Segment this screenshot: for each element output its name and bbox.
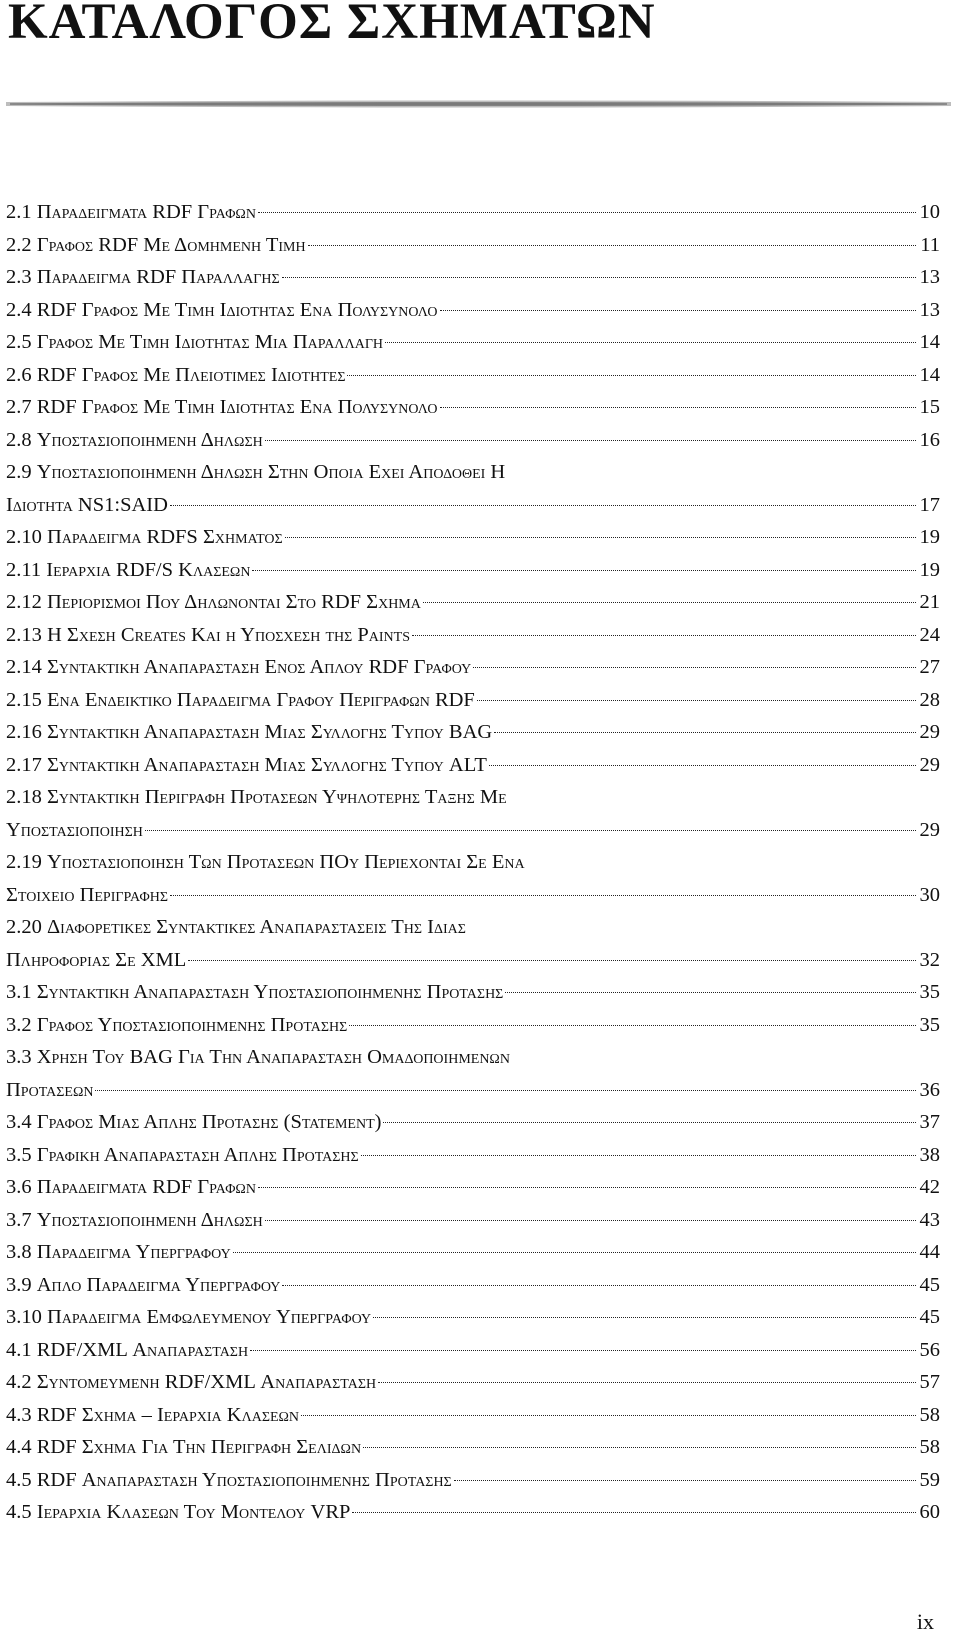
toc-entry[interactable]	[6, 326, 940, 359]
toc-entry-page: 30	[919, 883, 940, 906]
toc-entry-number: 3.9	[6, 1273, 32, 1296]
toc-entry[interactable]	[6, 391, 940, 424]
toc-entry-number: 2.10	[6, 526, 42, 548]
toc-entry[interactable]	[6, 1334, 940, 1367]
toc-entry-text: Ιεραρχια RDF/S Κλασεων	[46, 558, 251, 581]
toc-entry-text: Παραδειγματα RDF Γραφων	[36, 1176, 256, 1198]
toc-entry-text: Συντακτικη Αναπαρασταση Μιας Συλλογης Τυπου ALT	[47, 753, 487, 776]
toc-entry-page: 35	[919, 1013, 940, 1036]
toc-entry-label	[6, 229, 306, 262]
toc-entry[interactable]	[6, 1204, 940, 1237]
toc-entry-number: 3.10	[6, 1306, 42, 1328]
toc-entry-page: 11	[920, 233, 940, 256]
toc-entry-number: 2.8	[6, 428, 32, 451]
toc-entry-label	[6, 554, 250, 587]
toc-entry-label	[6, 586, 421, 619]
toc-entry-text: RDF Σχημα Για Την Περιγραφη Σελιδων	[36, 1436, 362, 1458]
toc-entry-text: Συντακτικη Αναπαρασταση Μιας Συλλογης Τυπου BAG	[47, 721, 493, 743]
toc-entry-page: 29	[919, 818, 940, 841]
toc-entry-page: 14	[919, 363, 940, 386]
toc-entry[interactable]	[6, 879, 940, 912]
toc-entry-text: Απλο Παραδειγμα Υπεργραφου	[36, 1273, 281, 1296]
toc-entry-label	[6, 326, 383, 359]
toc-entry-number: 2.14	[6, 656, 42, 678]
toc-entry-number: 2.4	[6, 298, 32, 321]
toc-entry-page: 13	[919, 266, 940, 288]
decorative-rule	[6, 96, 951, 112]
toc-entry-number: 4.5	[6, 1468, 32, 1491]
toc-entry-number: 3.4	[6, 1111, 32, 1133]
toc-entry-text: RDF Γραφος Με Πλειοτιμες Ιδιοτητες	[36, 363, 346, 386]
dot-leader	[265, 1220, 916, 1221]
toc-entry-label	[6, 1139, 359, 1172]
toc-entry-label	[6, 879, 168, 912]
toc-entry-text: RDF/XML Αναπαρασταση	[36, 1338, 249, 1361]
toc-entry-text: Γραφος RDF Με Δομημενη Τιμη	[36, 233, 306, 256]
toc-entry-page: 44	[919, 1241, 940, 1263]
dot-leader	[349, 1025, 915, 1026]
toc-entry[interactable]	[6, 1041, 940, 1074]
toc-entry-number: 2.20	[6, 916, 42, 938]
dot-leader	[440, 407, 916, 408]
toc-entry-text: Υποστασιοποιηση Των Προτασεων ΠΟυ Περιεχονται Σε Ενα	[47, 851, 525, 873]
toc-entry[interactable]	[6, 684, 940, 717]
toc-entry[interactable]	[6, 1171, 940, 1204]
toc-entry-number: 3.8	[6, 1241, 32, 1263]
dot-leader	[285, 537, 916, 538]
toc-entry[interactable]	[6, 1074, 940, 1107]
toc-entry[interactable]	[6, 749, 940, 782]
toc-entry[interactable]	[6, 1399, 940, 1432]
toc-entry[interactable]	[6, 944, 940, 977]
toc-entry-text: Ιδιοτητα NS1:SAID	[6, 493, 168, 516]
toc-entry-page: 13	[919, 298, 940, 321]
toc-entry-text: Γραφος Με Τιμη Ιδιοτητας Μια Παραλλαγη	[36, 331, 384, 353]
toc-entry-label	[6, 1269, 280, 1302]
toc-entry-label	[6, 1431, 361, 1464]
toc-entry-number: 4.2	[6, 1371, 32, 1393]
toc-entry-page: 38	[919, 1143, 940, 1166]
dot-leader	[301, 1415, 915, 1416]
toc-entry-text: RDF Γραφος Με Τιμη Ιδιοτητας Ενα Πολυσυνολο	[36, 396, 438, 418]
dot-leader	[373, 1317, 915, 1318]
dot-leader	[383, 1122, 915, 1123]
toc-entry-page: 58	[919, 1436, 940, 1458]
toc-entry[interactable]	[6, 1431, 940, 1464]
toc-entry-page: 45	[919, 1273, 940, 1296]
toc-entry-text: Διαφορετικες Συντακτικες Αναπαραστασεις Της Ιδιας	[47, 916, 466, 938]
toc-entry[interactable]	[6, 781, 940, 814]
toc-entry-label	[6, 684, 475, 717]
toc-entry-number: 2.9	[6, 461, 32, 483]
toc-entry-page: 29	[919, 721, 940, 743]
toc-entry-number: 2.16	[6, 721, 42, 743]
toc-entry-number: 2.7	[6, 396, 32, 418]
toc-entry-label	[6, 1464, 452, 1497]
toc-entry-label	[6, 1106, 381, 1139]
toc-entry-label	[6, 294, 438, 327]
toc-entry[interactable]	[6, 911, 940, 944]
toc-entry-text: Γραφικη Αναπαρασταση Απλης Προτασης	[36, 1143, 359, 1166]
toc-entry-label	[6, 391, 438, 424]
dot-leader	[170, 505, 916, 506]
toc-entry-label	[6, 749, 487, 782]
dot-leader	[477, 700, 916, 701]
dot-leader	[378, 1382, 915, 1383]
toc-entry-number: 3.1	[6, 981, 32, 1003]
dot-leader	[473, 667, 915, 668]
toc-entry-label	[6, 461, 505, 483]
dot-leader	[363, 1447, 915, 1448]
dot-leader	[233, 1252, 916, 1253]
dot-leader	[282, 277, 916, 278]
toc-entry[interactable]	[6, 586, 940, 619]
toc-entry-page: 24	[919, 623, 940, 646]
toc-entry-number: 2.19	[6, 851, 42, 873]
toc-entry-page: 42	[919, 1176, 940, 1198]
toc-entry-number: 4.4	[6, 1436, 32, 1458]
toc-entry[interactable]	[6, 359, 940, 392]
table-of-figures	[6, 196, 940, 1529]
toc-entry-number: 4.5	[6, 1501, 32, 1523]
toc-entry-label	[6, 944, 186, 977]
dot-leader	[412, 635, 916, 636]
toc-entry-page: 56	[919, 1338, 940, 1361]
toc-entry-page: 45	[919, 1306, 940, 1328]
toc-entry-page: 21	[919, 591, 940, 613]
toc-entry-page: 15	[919, 396, 940, 418]
toc-entry-page: 27	[919, 656, 940, 678]
toc-entry-label	[6, 976, 503, 1009]
toc-entry[interactable]	[6, 1106, 940, 1139]
dot-leader	[494, 732, 915, 733]
dot-leader	[423, 602, 916, 603]
toc-entry-label	[6, 1366, 376, 1399]
toc-entry[interactable]	[6, 814, 940, 847]
toc-entry[interactable]	[6, 976, 940, 1009]
toc-entry-number: 3.2	[6, 1013, 32, 1036]
toc-entry[interactable]	[6, 1236, 940, 1269]
toc-entry-text: Παραδειγματα RDF Γραφων	[36, 201, 256, 223]
dot-leader	[95, 1090, 915, 1091]
toc-entry-text: Στοιχειο Περιγραφης	[6, 883, 169, 906]
toc-entry-text: Υποστασιοποιηση	[6, 818, 143, 841]
dot-leader	[308, 245, 917, 246]
toc-entry-page: 37	[919, 1111, 940, 1133]
toc-entry-page: 60	[919, 1501, 940, 1523]
toc-entry[interactable]	[6, 456, 940, 489]
toc-entry-text: RDF Γραφος Με Τιμη Ιδιοτητας Ενα Πολυσυνολο	[36, 298, 438, 321]
toc-entry-label	[6, 1236, 231, 1269]
toc-entry-page: 19	[919, 558, 940, 581]
toc-entry-label	[6, 619, 410, 652]
dot-leader	[385, 342, 915, 343]
toc-entry-text: Πληροφοριας Σε XML	[6, 948, 187, 971]
toc-entry-text: RDF Σχημα – Ιεραρχια Κλασεων	[36, 1403, 300, 1426]
toc-entry-text: Υποστασιοποιημενη Δηλωση	[36, 1208, 263, 1231]
toc-entry-number: 2.6	[6, 363, 32, 386]
toc-entry-label	[6, 424, 263, 457]
toc-entry-label	[6, 1496, 350, 1529]
dot-leader	[252, 570, 915, 571]
dot-leader	[265, 440, 916, 441]
toc-entry-number: 3.6	[6, 1176, 32, 1198]
toc-entry[interactable]	[6, 424, 940, 457]
dot-leader	[250, 1350, 915, 1351]
toc-entry-number: 4.1	[6, 1338, 32, 1361]
toc-entry-label	[6, 916, 466, 938]
toc-entry-page: 35	[919, 981, 940, 1003]
toc-entry[interactable]	[6, 1269, 940, 1302]
dot-leader	[170, 895, 915, 896]
toc-entry-label	[6, 1171, 256, 1204]
toc-entry-label	[6, 489, 168, 522]
toc-entry-page: 59	[919, 1468, 940, 1491]
toc-entry-label	[6, 651, 471, 684]
toc-entry-page: 14	[919, 331, 940, 353]
toc-entry-number: 2.2	[6, 233, 32, 256]
toc-entry[interactable]	[6, 554, 940, 587]
toc-entry-text: Συντομευμενη RDF/XML Αναπαρασταση	[36, 1371, 377, 1393]
toc-entry-number: 2.15	[6, 688, 42, 711]
toc-entry[interactable]	[6, 521, 940, 554]
toc-entry[interactable]	[6, 1139, 940, 1172]
toc-entry-number: 2.3	[6, 266, 32, 288]
dot-leader	[352, 1512, 915, 1513]
toc-entry-text: Προτασεων	[6, 1078, 94, 1101]
toc-entry-page: 29	[919, 753, 940, 776]
toc-entry-number: 2.1	[6, 201, 32, 223]
toc-entry-label	[6, 1334, 248, 1367]
toc-entry-page: 36	[919, 1078, 940, 1101]
toc-entry-text: Παραδειγμα RDF Παραλλαγης	[36, 266, 280, 288]
toc-entry-text: Γραφος Μιας Απλης Προτασης (Statement)	[36, 1111, 382, 1133]
toc-entry[interactable]	[6, 196, 940, 229]
toc-entry[interactable]	[6, 619, 940, 652]
toc-entry-label	[6, 716, 492, 749]
toc-entry-page: 43	[919, 1208, 940, 1231]
toc-entry-text: Γραφος Υποστασιοποιημενης Προτασης	[36, 1013, 348, 1036]
toc-entry-label	[6, 1074, 93, 1107]
toc-entry-text: Παραδειγμα Εμφωλευμενου Υπεργραφου	[47, 1306, 372, 1328]
toc-entry-text: Χρηση Του BAG Για Την Αναπαρασταση Ομαδοποιημενων	[36, 1046, 510, 1068]
toc-entry-label	[6, 786, 507, 808]
toc-entry-text: Συντακτικη Αναπαρασταση Υποστασιοποιημενης Προτασης	[36, 981, 504, 1003]
toc-entry-label	[6, 521, 283, 554]
toc-entry-page: 16	[919, 428, 940, 451]
toc-entry-text: Ιεραρχια Κλασεων Του Μοντελου VRP	[36, 1501, 351, 1523]
toc-entry-number: 2.18	[6, 786, 42, 808]
toc-entry[interactable]	[6, 1496, 940, 1529]
toc-entry-label	[6, 851, 525, 873]
toc-entry[interactable]	[6, 1301, 940, 1334]
toc-entry-text: Συντακτικη Αναπαρασταση Ενος Απλου RDF Γραφου	[47, 656, 472, 678]
toc-entry-text: Παραδειγμα RDFS Σχηματος	[47, 526, 283, 548]
toc-entry[interactable]	[6, 229, 940, 262]
toc-entry[interactable]	[6, 846, 940, 879]
toc-entry-page: 19	[919, 526, 940, 548]
dot-leader	[440, 310, 916, 311]
dot-leader	[489, 765, 916, 766]
toc-entry[interactable]	[6, 1366, 940, 1399]
dot-leader	[145, 830, 916, 831]
toc-entry-label	[6, 1046, 510, 1068]
toc-entry[interactable]	[6, 489, 940, 522]
toc-entry-number: 3.5	[6, 1143, 32, 1166]
toc-entry-label	[6, 1399, 299, 1432]
toc-entry-text: Υποστασιοποιημενη Δηλωση Στην Οποια Εχει Αποδοθει Η	[36, 461, 506, 483]
toc-entry[interactable]	[6, 294, 940, 327]
toc-entry-page: 57	[919, 1371, 940, 1393]
toc-entry-page: 10	[919, 201, 940, 223]
toc-entry-number: 2.13	[6, 623, 42, 646]
dot-leader	[188, 960, 915, 961]
toc-entry-text: Συντακτικη Περιγραφη Προτασεων Υψηλοτερης Ταξης Με	[47, 786, 507, 808]
toc-entry-label	[6, 1009, 347, 1042]
toc-entry[interactable]	[6, 1009, 940, 1042]
page-title: ΚΑΤΑΛΟΓΟΣ ΣΧΗΜΑΤΩΝ	[8, 0, 656, 50]
toc-entry-text: Υποστασιοποιημενη Δηλωση	[36, 428, 263, 451]
toc-entry-label	[6, 261, 280, 294]
toc-entry-number: 3.3	[6, 1046, 32, 1068]
toc-entry-page: 32	[919, 948, 940, 971]
toc-entry[interactable]	[6, 651, 940, 684]
toc-entry-number: 2.12	[6, 591, 42, 613]
dot-leader	[347, 375, 915, 376]
toc-entry-number: 4.3	[6, 1403, 32, 1426]
toc-entry-text: Περιορισμοι Που Δηλωνονται Στο RDF Σχημα	[47, 591, 421, 613]
dot-leader	[282, 1285, 915, 1286]
toc-entry-page: 28	[919, 688, 940, 711]
toc-entry-label	[6, 814, 143, 847]
dot-leader	[258, 1187, 916, 1188]
dot-leader	[454, 1480, 916, 1481]
toc-entry-number: 3.7	[6, 1208, 32, 1231]
dot-leader	[361, 1155, 916, 1156]
dot-leader	[258, 212, 916, 213]
toc-entry[interactable]	[6, 716, 940, 749]
toc-entry-label	[6, 359, 345, 392]
toc-entry-number: 2.11	[6, 558, 42, 581]
toc-entry-label	[6, 196, 256, 229]
toc-entry-text: Ενα Ενδεικτικο Παραδειγμα Γραφου Περιγραφων RDF	[47, 688, 475, 711]
toc-entry-text: Παραδειγμα Υπεργραφου	[36, 1241, 231, 1263]
toc-entry-label	[6, 1204, 263, 1237]
toc-entry-text: Η Σχεση Creates Και η Υποσχεση της Paints	[47, 623, 410, 646]
toc-entry-page: 58	[919, 1403, 940, 1426]
toc-entry-number: 2.5	[6, 331, 32, 353]
toc-entry[interactable]	[6, 1464, 940, 1497]
toc-entry-label	[6, 1301, 371, 1334]
toc-entry[interactable]	[6, 261, 940, 294]
toc-entry-page: 17	[919, 493, 940, 516]
toc-entry-text: RDF Αναπαρασταση Υποστασιοποιημενης Προτασης	[36, 1468, 452, 1491]
dot-leader	[505, 992, 915, 993]
toc-entry-number: 2.17	[6, 753, 42, 776]
page-number: ix	[916, 1609, 934, 1634]
